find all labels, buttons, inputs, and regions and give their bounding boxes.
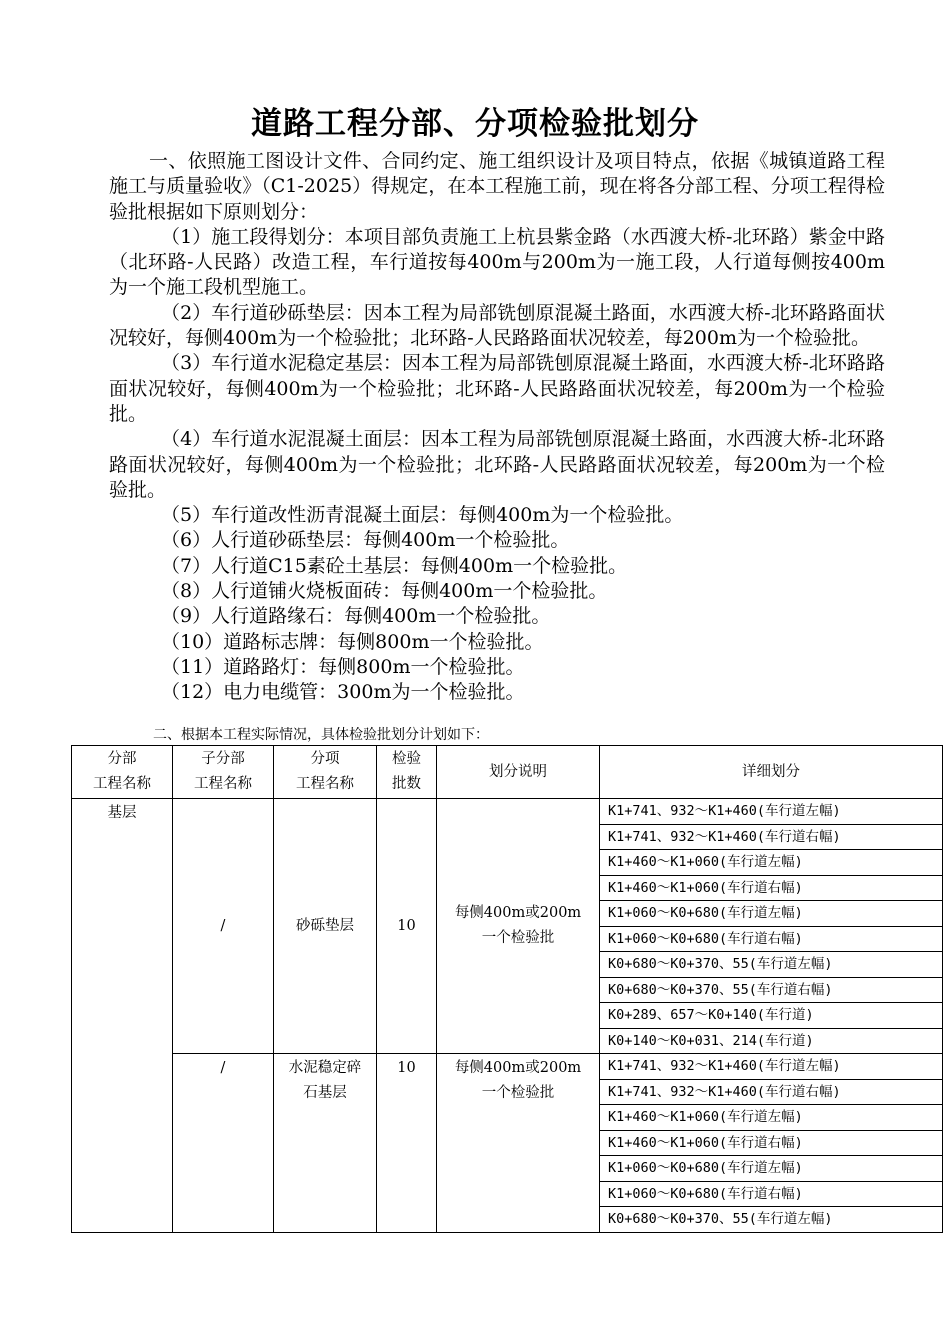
table-intro: 二、根据本工程实际情况，具体检验批划分计划如下： [153,727,489,743]
detail-cell: K0+680～K0+370、55(车行道左幅) [600,952,943,978]
detail-cell: K1+060～K0+680(车行道右幅) [600,1181,943,1207]
detail-cell: K1+060～K0+680(车行道左幅) [600,1156,943,1182]
sub-division-cell: / [173,799,274,1054]
header-explanation: 划分说明 [437,746,600,799]
detail-cell: K0+680～K0+370、55(车行道右幅) [600,977,943,1003]
detail-cell: K1+460～K1+060(车行道右幅) [600,1130,943,1156]
batch-count-cell: 10 [377,799,437,1054]
rule-item-11: （11）道路路灯：每侧800m一个检验批。 [161,655,525,678]
rule-item-6: （6）人行道砂砾垫层：每侧400m一个检验批。 [161,529,570,552]
table-header-row [72,746,943,799]
rule-item-3: （3）车行道水泥稳定基层：因本工程为局部铣刨原混凝土路面，水西渡大桥-北环路路面状况较好，每侧400m为一个检验批；北环路-人民路路面状况较差，每200m为一个检验批。 [109,352,885,425]
header-details: 详细划分 [600,746,943,799]
detail-cell: K0+140～K0+031、214(车行道) [600,1028,943,1054]
rule-item-9: （9）人行道路缘石：每侧400m一个检验批。 [161,605,551,628]
header-sub-division: 子分部 工程名称 [173,746,274,799]
rule-item-4: （4）车行道水泥混凝土面层：因本工程为局部铣刨原混凝土路面，水西渡大桥-北环路路面状况较好，每侧400m为一个检验批；北环路-人民路路面状况较差，每200m为一个检验批。 [109,428,885,501]
explanation-cell: 每侧400m或200m 一个检验批 [437,799,600,1054]
table-row [72,1054,943,1080]
rule-item-12: （12）电力电缆管：300m为一个检验批。 [161,681,525,704]
sub-division-cell: / [173,1054,274,1233]
table-row [72,799,943,825]
header-item: 分项 工程名称 [274,746,377,799]
detail-cell: K1+460～K1+060(车行道左幅) [600,850,943,876]
body-text [109,149,885,706]
item-name-cell: 砂砾垫层 [274,799,377,1054]
inspection-batch-table [71,745,943,1233]
intro-paragraph: 一、依照施工图设计文件、合同约定、施工组织设计及项目特点，依据《城镇道路工程施工与质量验收》（C1-2025）得规定，在本工程施工前，现在将各分部工程、分项工程得检验批根据如下原则划分： [109,150,885,223]
item-name-cell: 水泥稳定碎 石基层 [274,1054,377,1233]
header-division: 分部 工程名称 [72,746,173,799]
detail-cell: K1+741、932～K1+460(车行道左幅) [600,1054,943,1080]
detail-cell: K1+460～K1+060(车行道右幅) [600,875,943,901]
rule-item-10: （10）道路标志牌：每侧800m一个检验批。 [161,630,544,653]
rule-item-8: （8）人行道铺火烧板面砖：每侧400m一个检验批。 [161,580,608,603]
rule-item-7: （7）人行道C15素砼土基层：每侧400m一个检验批。 [161,554,628,577]
detail-cell: K0+680～K0+370、55(车行道左幅) [600,1207,943,1233]
batch-count-cell: 10 [377,1054,437,1233]
header-batch-count: 检验 批数 [377,746,437,799]
detail-cell: K1+060～K0+680(车行道右幅) [600,926,943,952]
division-cell: 基层 [72,799,173,1233]
detail-cell: K1+460～K1+060(车行道左幅) [600,1105,943,1131]
detail-cell: K1+741、932～K1+460(车行道右幅) [600,1079,943,1105]
rule-item-2: （2）车行道砂砾垫层：因本工程为局部铣刨原混凝土路面，水西渡大桥-北环路路面状况较好，每侧400m为一个检验批；北环路-人民路路面状况较差，每200m为一个检验批。 [109,301,885,350]
rule-item-5: （5）车行道改性沥青混凝土面层：每侧400m为一个检验批。 [161,504,684,527]
detail-cell: K1+060～K0+680(车行道左幅) [600,901,943,927]
detail-cell: K1+741、932～K1+460(车行道左幅) [600,799,943,825]
explanation-cell: 每侧400m或200m 一个检验批 [437,1054,600,1233]
detail-cell: K0+289、657～K0+140(车行道) [600,1003,943,1029]
rule-item-1: （1）施工段得划分：本项目部负责施工上杭县紫金路（水西渡大桥-北环路）紫金中路（北环路-人民路）改造工程，车行道按每400m与200m为一施工段，人行道每侧按400m为一个施工段机型施工。 [109,225,885,299]
detail-cell: K1+741、932～K1+460(车行道右幅) [600,824,943,850]
page-title: 道路工程分部、分项检验批划分 [251,106,699,142]
